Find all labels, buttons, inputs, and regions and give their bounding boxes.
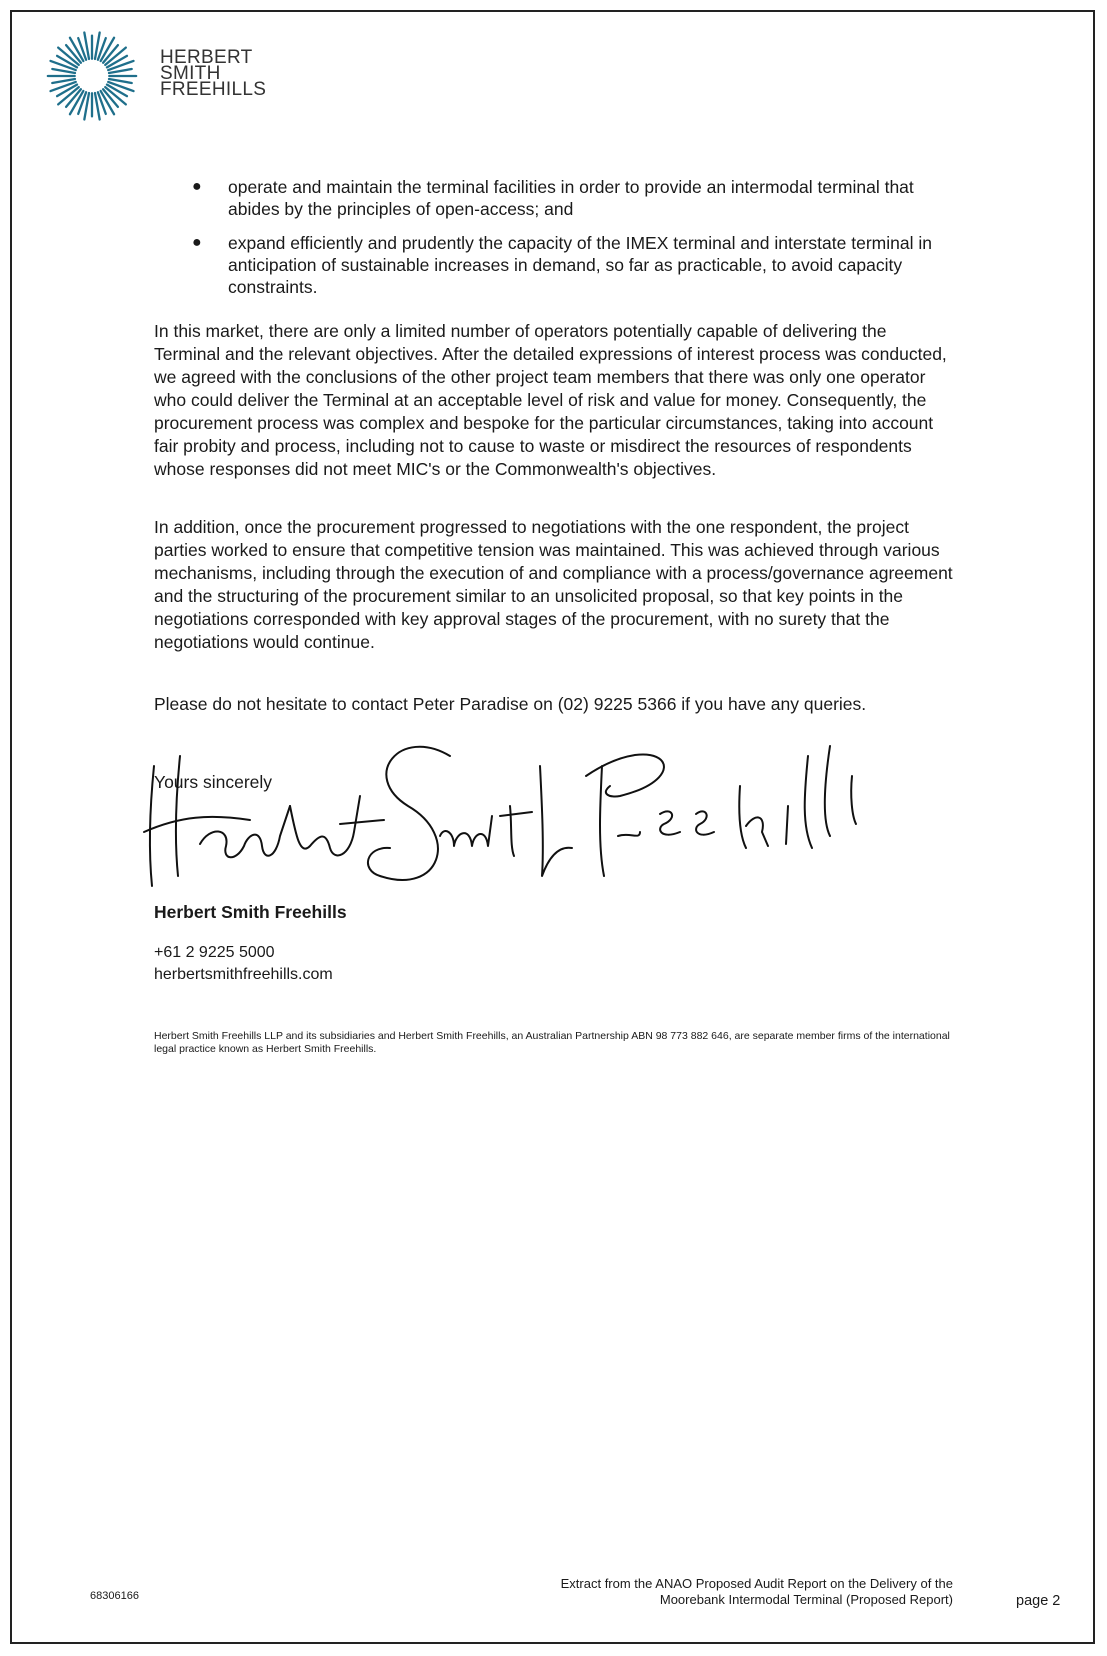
contact-phone: +61 2 9225 5000: [154, 944, 275, 961]
paragraph-market: In this market, there are only a limited number of operators potentially capable of delivering the Terminal and the relevant objectives. After the detailed expressions of interest process was conducted, we agreed with the conclusions of the other project team members that there was only one operator who could deliver the Terminal at an acceptable level of risk and value for money. Consequently, the procurement process was complex and bespoke for the particular circumstances, taking into account fair probity and process, including not to cause to waste or misdirect the resources of respondents whose responses did not meet MIC's or the Commonwealth's objectives.: [154, 321, 947, 479]
contact-website: herbertsmithfreehills.com: [154, 966, 333, 983]
footer-extract-line-2: Moorebank Intermodal Terminal (Proposed Report): [659, 1592, 953, 1607]
logo-line-freehills: FREEHILLS: [160, 79, 267, 100]
objectives-bullet-list: [186, 176, 956, 310]
bullet-text: expand efficiently and prudently the capacity of the IMEX terminal and interstate terminal in anticipation of sustainable increases in demand, so far as practicable, to avoid capacity constraints.: [228, 233, 932, 297]
signatory-name: Herbert Smith Freehills: [154, 902, 347, 922]
firm-logo-text: [160, 47, 267, 100]
logo-line-smith: SMITH: [160, 63, 221, 84]
closing-salutation: Yours sincerely: [154, 772, 273, 792]
bullet-item: [186, 176, 956, 220]
page-number: page 2: [1016, 1593, 1061, 1609]
paragraph-contact: Please do not hesitate to contact Peter Paradise on (02) 9225 5366 if you have any queries.: [154, 694, 867, 714]
paragraph-negotiations: In addition, once the procurement progressed to negotiations with the one respondent, the project parties worked to ensure that competitive tension was maintained. This was achieved through various mechanisms, including through the execution of and compliance with a process/governance agreement and the structuring of the procurement similar to an unsolicited proposal, so that key points in the negotiations corresponded with key approval stages of the procurement, with no surety that the negotiations would continue.: [154, 517, 953, 652]
contact-details: [154, 942, 333, 986]
handwritten-signature: [140, 736, 920, 916]
logo-line-herbert: HERBERT: [160, 47, 253, 68]
bullet-text: operate and maintain the terminal facilities in order to provide an intermodal terminal that abides by the principles of open-access; and: [228, 177, 914, 219]
document-number: 68306166: [90, 1590, 139, 1602]
bullet-dot-icon: ●: [192, 178, 202, 195]
footer-extract-line-1: Extract from the ANAO Proposed Audit Report on the Delivery of the: [560, 1576, 953, 1591]
legal-disclaimer: Herbert Smith Freehills LLP and its subsidiaries and Herbert Smith Freehills, an Australian Partnership ABN 98 773 882 646, are separate member firms of the international legal practice known as Herbert Smith Freehills.: [154, 1030, 950, 1055]
footer-extract-note: [393, 1576, 953, 1608]
bullet-item: [186, 232, 956, 298]
bullet-dot-icon: ●: [192, 234, 202, 251]
starburst-logo-icon: [44, 28, 140, 124]
